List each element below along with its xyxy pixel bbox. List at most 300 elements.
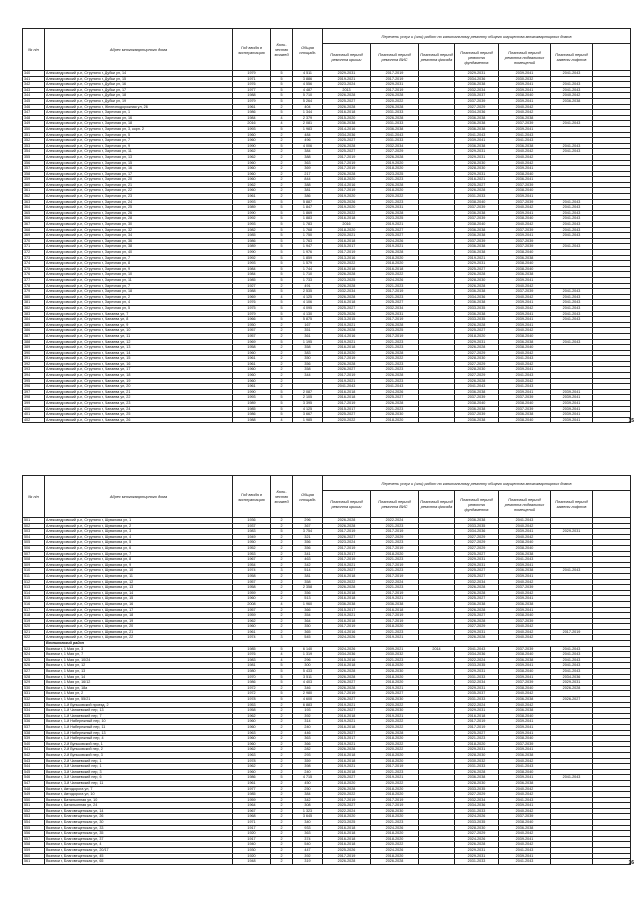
- row-foundation-period: 2029-2031: [455, 261, 499, 267]
- row-address: Вязники г, 3-й Чапаевский пер, 1: [45, 764, 233, 770]
- row-address: Александровский р-н, Струнино г, Шувалова ул, 4: [45, 534, 233, 540]
- row-vis-period: 2031-2033: [371, 138, 419, 144]
- row-vis-period: 2023-2025: [371, 328, 419, 334]
- row-address: Александровский р-н, Струнино г, Шувалова ул, 15: [45, 596, 233, 602]
- row-year: 1958: [233, 585, 271, 591]
- row-roof-period: 2026-2027: [323, 534, 371, 540]
- row-year: 1960: [233, 138, 271, 144]
- row-basement-period: 2038-2040: [499, 685, 551, 691]
- row-address: Александровский р-н, Струнино г, Заречная ул, 20: [45, 177, 233, 183]
- row-floors: 5: [271, 406, 293, 412]
- row-roof-period: 2016: [323, 222, 371, 228]
- row-basement-period: 2036-2038: [499, 143, 551, 149]
- row-number: 340: [23, 71, 45, 77]
- row-roof-period: 2015-2017: [323, 244, 371, 250]
- row-area: 350: [293, 356, 323, 362]
- row-number: 399: [23, 401, 45, 407]
- row-roof-period: 2016-2018: [323, 573, 371, 579]
- row-number: 535: [23, 713, 45, 719]
- row-foundation-period: 2036-2038: [455, 289, 499, 295]
- row-basement-period: 2040-2042: [499, 534, 551, 540]
- row-elevator-period: 2039-2041: [551, 412, 593, 418]
- row-elevator-period: 2041-2043: [551, 244, 593, 250]
- row-floors: 2: [271, 613, 293, 619]
- row-elevator-period: 2039-2041: [551, 406, 593, 412]
- row-number: 501: [23, 518, 45, 524]
- row-vis-period: 2025-2027: [371, 691, 419, 697]
- row-roof-period: 2014-2016: [323, 182, 371, 188]
- row-address: Александровский р-н, Струнино г, Заречная ул, 3, корп. 2: [45, 126, 233, 132]
- row-floors: 5: [271, 93, 293, 99]
- row-foundation-period: 2027-2029: [455, 792, 499, 798]
- row-foundation-period: 2029-2031: [455, 339, 499, 345]
- row-basement-period: 2037-2039: [499, 182, 551, 188]
- row-address: Александровский р-н, Струнино г, Шувалова ул, 2: [45, 523, 233, 529]
- row-roof-period: 2026-2028: [323, 328, 371, 334]
- row-area: 1 983: [293, 126, 323, 132]
- row-address: Александровский р-н, Струнино г, Заречная ул, 22: [45, 188, 233, 194]
- row-foundation-period: 2031-2033: [455, 697, 499, 703]
- row-foundation-period: 2041-2043: [455, 384, 499, 390]
- row-elevator-period: 2041-2043: [551, 199, 593, 205]
- register-table-page-15: [22, 28, 631, 423]
- row-vis-period: 2020-2022: [371, 702, 419, 708]
- row-floors: 5: [271, 261, 293, 267]
- row-roof-period: 2016-2018: [323, 345, 371, 351]
- row-number: 556: [23, 831, 45, 837]
- header-elevator: Плановый период замены лифтов: [551, 491, 593, 518]
- row-roof-period: 2026-2028: [323, 786, 371, 792]
- row-address: Вязники г, 1-й Чапаевский пер, 7: [45, 713, 233, 719]
- row-area: 3 395: [293, 401, 323, 407]
- row-year: 1936: [233, 518, 271, 524]
- row-area: 5 433: [293, 669, 323, 675]
- header-extra: [593, 44, 631, 71]
- row-number: 364: [23, 205, 45, 211]
- row-area: 351: [293, 328, 323, 334]
- row-year: 1958: [233, 573, 271, 579]
- row-roof-period: 2023-2025: [323, 820, 371, 826]
- row-address: Александровский р-н, Струнино г, Заречная ул, 5: [45, 305, 233, 311]
- row-vis-period: 2021-2023: [371, 294, 419, 300]
- row-area: 514: [293, 568, 323, 574]
- row-number: 528: [23, 674, 45, 680]
- row-address: Александровский р-н, Струнино г, Чапаева ул, 25: [45, 412, 233, 418]
- row-number: 510: [23, 568, 45, 574]
- row-address: Александровский р-н, Струнино г, Шувалова ул, 1: [45, 518, 233, 524]
- row-roof-period: 2019-2021: [323, 702, 371, 708]
- row-year: 1971: [233, 76, 271, 82]
- row-roof-period: 2018-2020: [323, 814, 371, 820]
- row-roof-period: 2020-2022: [323, 261, 371, 267]
- row-roof-period: 2020-2021: [323, 233, 371, 239]
- row-year: 1978: [233, 758, 271, 764]
- row-area: 366: [293, 741, 323, 747]
- row-foundation-period: 2036-2038: [455, 210, 499, 216]
- row-number: 531: [23, 691, 45, 697]
- row-vis-period: 2018-2020: [371, 261, 419, 267]
- row-basement-period: 2041-2043: [499, 132, 551, 138]
- row-vis-period: 2029-2031: [371, 82, 419, 88]
- row-vis-period: 2019-2021: [371, 713, 419, 719]
- row-foundation-period: 2034-2036: [455, 803, 499, 809]
- row-year: 1962: [233, 747, 271, 753]
- row-roof-period: 2020-2022: [323, 417, 371, 423]
- row-area: 513: [293, 596, 323, 602]
- row-vis-period: 2018-2020: [371, 188, 419, 194]
- row-number: 374: [23, 261, 45, 267]
- row-year: 1962: [233, 182, 271, 188]
- row-number: 532: [23, 697, 45, 703]
- row-foundation-period: 2034-2036: [455, 76, 499, 82]
- row-number: 356: [23, 160, 45, 166]
- row-vis-period: 2021-2023: [371, 345, 419, 351]
- row-address: Вязники г, Благовещенская ул, 33: [45, 825, 233, 831]
- row-floors: 5: [271, 82, 293, 88]
- row-area: 1 733: [293, 277, 323, 283]
- row-address: Александровский р-н, Струнино г, Чапаева ул, 18: [45, 373, 233, 379]
- row-basement-period: 2036-2038: [499, 551, 551, 557]
- row-year: 1985: [233, 277, 271, 283]
- header-vis: Плановый период ремонта ВИС: [371, 491, 419, 518]
- row-address: Александровский р-н, Струнино г, Чапаева ул, 10: [45, 328, 233, 334]
- row-foundation-period: 2027-2029: [455, 545, 499, 551]
- row-basement-period: 2038-2040: [499, 345, 551, 351]
- row-vis-period: 2020-2022: [371, 98, 419, 104]
- row-area: 4 403: [293, 680, 323, 686]
- row-year: 1963: [233, 752, 271, 758]
- row-address: Александровский р-н, Струнино г, Чапаева ул, 17: [45, 367, 233, 373]
- row-vis-period: 2025-2027: [371, 233, 419, 239]
- row-vis-period: 2023-2025: [371, 216, 419, 222]
- row-number: 373: [23, 255, 45, 261]
- row-roof-period: 2025-2026: [323, 199, 371, 205]
- row-vis-period: 2016-2018: [371, 266, 419, 272]
- row-floors: 2: [271, 780, 293, 786]
- row-elevator-period: 2041-2043: [551, 669, 593, 675]
- row-basement-period: 2039-2041: [499, 663, 551, 669]
- row-roof-period: 2016-2018: [323, 713, 371, 719]
- row-area: 1 847: [293, 205, 323, 211]
- row-area: 540: [293, 842, 323, 848]
- row-roof-period: 2026-2028: [323, 523, 371, 529]
- row-floors: 2: [271, 596, 293, 602]
- row-floors: 5: [271, 289, 293, 295]
- row-area: 383: [293, 350, 323, 356]
- row-floors: 2: [271, 138, 293, 144]
- row-address: Александровский р-н, Струнино г, Чапаева ул, 19: [45, 378, 233, 384]
- row-year: 1960: [233, 188, 271, 194]
- row-roof-period: 2025-2027: [323, 775, 371, 781]
- row-floors: 2: [271, 618, 293, 624]
- row-address: Александровский р-н, Струнино г, Чапаева ул, 22: [45, 395, 233, 401]
- row-basement-period: 2038-2040: [499, 171, 551, 177]
- row-year: 1969: [233, 339, 271, 345]
- row-area: 1 859: [293, 255, 323, 261]
- row-address: Александровский р-н, Струнино г, Шувалова ул, 5: [45, 540, 233, 546]
- row-address: Александровский р-н, Струнино г, Заречная ул, 32: [45, 227, 233, 233]
- row-floors: 2: [271, 792, 293, 798]
- row-number: 375: [23, 266, 45, 272]
- row-floors: 2: [271, 814, 293, 820]
- row-address: Александровский р-н, Струнино г, Чапаева ул, 20: [45, 384, 233, 390]
- row-foundation-period: 2031-2033: [455, 859, 499, 865]
- row-basement-period: 2038-2040: [499, 713, 551, 719]
- row-roof-period: 2026-2028: [323, 747, 371, 753]
- row-number: 376: [23, 272, 45, 278]
- row-basement-period: 2038-2040: [499, 417, 551, 423]
- header-foundation: Плановый период ремонта фундамента: [455, 491, 499, 518]
- table-body-page-15: [23, 71, 631, 423]
- row-roof-period: 2019-2021: [323, 562, 371, 568]
- row-foundation-period: 2034-2036: [455, 652, 499, 658]
- row-year: 1988: [233, 417, 271, 423]
- row-vis-period: 2017-2019: [371, 590, 419, 596]
- row-number: 560: [23, 853, 45, 859]
- row-number: 507: [23, 551, 45, 557]
- row-roof-period: 2016-2018: [323, 395, 371, 401]
- row-year: 1960: [233, 741, 271, 747]
- row-vis-period: 2021-2023: [371, 629, 419, 635]
- row-foundation-period: 2028-2030: [455, 367, 499, 373]
- row-floors: 2: [271, 825, 293, 831]
- row-basement-period: 2038-2040: [499, 216, 551, 222]
- row-number: 358: [23, 171, 45, 177]
- row-foundation-period: 2037-2039: [455, 395, 499, 401]
- row-basement-period: 2036-2038: [499, 568, 551, 574]
- row-address: Вязники г, 1 Мая ул, 10/24: [45, 657, 233, 663]
- row-area: 293: [293, 752, 323, 758]
- row-basement-period: 2030-2032: [499, 76, 551, 82]
- row-year: 1986: [233, 775, 271, 781]
- row-year: 1975: [233, 305, 271, 311]
- row-area: 844: [293, 177, 323, 183]
- row-basement-period: 2040-2042: [499, 808, 551, 814]
- row-floors: 2: [271, 557, 293, 563]
- row-vis-period: 2018-2020: [371, 758, 419, 764]
- row-floors: 5: [271, 222, 293, 228]
- row-number: 360: [23, 182, 45, 188]
- row-vis-period: 2029-2031: [371, 311, 419, 317]
- row-vis-period: 2017-2019: [371, 618, 419, 624]
- row-vis-period: 2019-2021: [371, 244, 419, 250]
- row-floors: 2: [271, 769, 293, 775]
- header-address: Адрес многоквартирного дома: [45, 476, 233, 518]
- row-vis-period: 2021-2023: [371, 199, 419, 205]
- row-floors: 2: [271, 373, 293, 379]
- row-area: 374: [293, 836, 323, 842]
- row-roof-period: 2026-2028: [323, 361, 371, 367]
- row-basement-period: 2038-2040: [499, 736, 551, 742]
- row-year: 1960: [233, 624, 271, 630]
- row-year: 1937: [233, 523, 271, 529]
- row-area: 282: [293, 747, 323, 753]
- row-area: 447: [293, 848, 323, 854]
- row-year: 1983: [233, 657, 271, 663]
- row-number: 394: [23, 373, 45, 379]
- row-elevator-period: 2041-2043: [551, 233, 593, 239]
- row-address: Александровский р-н, Струнино г, Дубки ул, 15: [45, 76, 233, 82]
- row-address: Александровский р-н, Струнино г, Шувалова ул, 19: [45, 618, 233, 624]
- row-area: 364: [293, 618, 323, 624]
- row-floors: 5: [271, 272, 293, 278]
- row-basement-period: 2040-2042: [499, 523, 551, 529]
- row-area: 404: [293, 104, 323, 110]
- row-roof-period: 2017-2019: [323, 166, 371, 172]
- row-address: Вязники г, 3-й Чапаевский пер, 3: [45, 769, 233, 775]
- row-vis-period: 2027-2029: [371, 149, 419, 155]
- row-floors: 5: [271, 250, 293, 256]
- page-number: 15: [628, 418, 634, 424]
- row-roof-period: 2026-2028: [323, 93, 371, 99]
- row-roof-period: 2025-2027: [323, 803, 371, 809]
- row-roof-period: 2016-2018: [323, 842, 371, 848]
- row-foundation-period: 2033-2035: [455, 523, 499, 529]
- row-vis-period: 2036-2038: [371, 126, 419, 132]
- row-area: 341: [293, 551, 323, 557]
- row-basement-period: 2039-2041: [499, 573, 551, 579]
- row-floors: 2: [271, 132, 293, 138]
- row-year: 1961: [233, 361, 271, 367]
- row-floors: 2: [271, 160, 293, 166]
- row-area: 6 140: [293, 646, 323, 652]
- row-floors: 5: [271, 669, 293, 675]
- row-address: Александровский р-н, Струнино г, Шувалова ул, 8: [45, 557, 233, 563]
- row-elevator-period: 2041-2043: [551, 149, 593, 155]
- row-foundation-period: 2036-2038: [455, 227, 499, 233]
- row-roof-period: 2022-2024: [323, 808, 371, 814]
- row-area: 342: [293, 797, 323, 803]
- register-table-page-16: [22, 475, 631, 865]
- row-address: Александровский р-н, Струнино г, Дубки ул, 17: [45, 87, 233, 93]
- row-foundation-period: 2036-2038: [455, 518, 499, 524]
- row-floors: 5: [271, 205, 293, 211]
- row-vis-period: 2031-2033: [371, 121, 419, 127]
- row-year: 1960: [233, 596, 271, 602]
- row-extra: [593, 417, 631, 423]
- row-elevator-period: 2039-2041: [551, 417, 593, 423]
- row-elevator-period: 2036-2038: [551, 98, 593, 104]
- row-floors: 5: [271, 691, 293, 697]
- row-number: 382: [23, 305, 45, 311]
- row-roof-period: 2014-2016: [323, 629, 371, 635]
- row-foundation-period: 2029-2031: [455, 149, 499, 155]
- row-vis-period: 2018-2020: [371, 792, 419, 798]
- row-floors: 2: [271, 797, 293, 803]
- row-year: 1972: [233, 685, 271, 691]
- row-floors: 5: [271, 305, 293, 311]
- row-floors: 5: [271, 277, 293, 283]
- row-foundation-period: 2037-2039: [455, 238, 499, 244]
- row-roof-period: 2014-2016: [323, 126, 371, 132]
- row-roof-period: 2025-2026: [323, 311, 371, 317]
- row-roof-period: 2024-2026: [323, 635, 371, 641]
- row-foundation-period: 2025-2027: [455, 551, 499, 557]
- row-floors: 2: [271, 345, 293, 351]
- row-address: Вязники г, 1 Мая ул, 14: [45, 674, 233, 680]
- row-area: 933: [293, 825, 323, 831]
- row-foundation-period: 2032-2034: [455, 680, 499, 686]
- row-roof-period: 2025-2027: [323, 98, 371, 104]
- row-foundation-period: 2022-2024: [455, 657, 499, 663]
- row-basement-period: 2039-2041: [499, 730, 551, 736]
- row-elevator-period: 2041-2043: [551, 775, 593, 781]
- row-vis-period: 2021-2023: [371, 540, 419, 546]
- row-address: Александровский р-н, Струнино г, Заречная ул, 16: [45, 115, 233, 121]
- row-year: 1962: [233, 154, 271, 160]
- header-year: Год ввода в эксплуатацию: [233, 476, 271, 518]
- row-floors: 5: [271, 646, 293, 652]
- row-foundation-period: 2016-2018: [455, 713, 499, 719]
- row-floors: 2: [271, 836, 293, 842]
- row-area: 4 600: [293, 697, 323, 703]
- row-floors: 2: [271, 842, 293, 848]
- row-address: Вязники г, Благовещенская ул, 35: [45, 831, 233, 837]
- row-floors: 5: [271, 227, 293, 233]
- row-area: 381: [293, 188, 323, 194]
- row-address: Александровский р-н, Струнино г, Чапаева ул, 8: [45, 317, 233, 323]
- row-area: 240: [293, 769, 323, 775]
- row-number: 547: [23, 780, 45, 786]
- row-floors: 5: [271, 395, 293, 401]
- row-year: 1972: [233, 691, 271, 697]
- row-basement-period: 2036-2038: [499, 752, 551, 758]
- row-address: Александровский р-н, Струнино г, Шувалова ул, 9: [45, 562, 233, 568]
- row-vis-period: 2026-2028: [371, 104, 419, 110]
- row-foundation-period: 2026-2028: [455, 322, 499, 328]
- row-vis-period: 2019-2021: [371, 596, 419, 602]
- row-address: Александровский р-н, Струнино г, Чапаева ул, 14: [45, 350, 233, 356]
- row-floors: 5: [271, 126, 293, 132]
- row-roof-period: 2026-2028: [323, 859, 371, 865]
- row-basement-period: 2038-2040: [499, 545, 551, 551]
- row-floors: 2: [271, 367, 293, 373]
- header-num: № п/п: [23, 476, 45, 518]
- row-vis-period: 2021-2023: [371, 769, 419, 775]
- row-number: 546: [23, 775, 45, 781]
- row-floors: 5: [271, 87, 293, 93]
- row-area: 3 754: [293, 529, 323, 535]
- row-foundation-period: 2033-2035: [455, 317, 499, 323]
- row-vis-period: 2026-2028: [371, 93, 419, 99]
- row-vis-period: 2019-2021: [371, 635, 419, 641]
- row-roof-period: 2017-2019: [323, 188, 371, 194]
- row-area: 484: [293, 132, 323, 138]
- row-number: 350: [23, 126, 45, 132]
- row-area: 369: [293, 166, 323, 172]
- row-year: 1957: [233, 579, 271, 585]
- row-floors: 2: [271, 764, 293, 770]
- row-floors: 2: [271, 378, 293, 384]
- row-area: 4 715: [293, 775, 323, 781]
- row-foundation-period: 2029-2031: [455, 669, 499, 675]
- row-year: 1990: [233, 210, 271, 216]
- row-number: 377: [23, 277, 45, 283]
- row-number: 539: [23, 736, 45, 742]
- row-foundation-period: 2026-2028: [455, 607, 499, 613]
- row-number: 515: [23, 596, 45, 602]
- row-basement-period: 2040-2042: [499, 294, 551, 300]
- table-page-15: [22, 28, 630, 423]
- row-vis-period: 2021-2023: [371, 406, 419, 412]
- row-basement-period: 2040-2042: [499, 205, 551, 211]
- row-roof-period: 2019-2021: [323, 613, 371, 619]
- row-basement-period: 2039-2041: [499, 775, 551, 781]
- row-floors: 2: [271, 545, 293, 551]
- row-basement-period: 2040-2042: [499, 758, 551, 764]
- row-number: 361: [23, 188, 45, 194]
- row-elevator-period: 2029-2031: [551, 680, 593, 686]
